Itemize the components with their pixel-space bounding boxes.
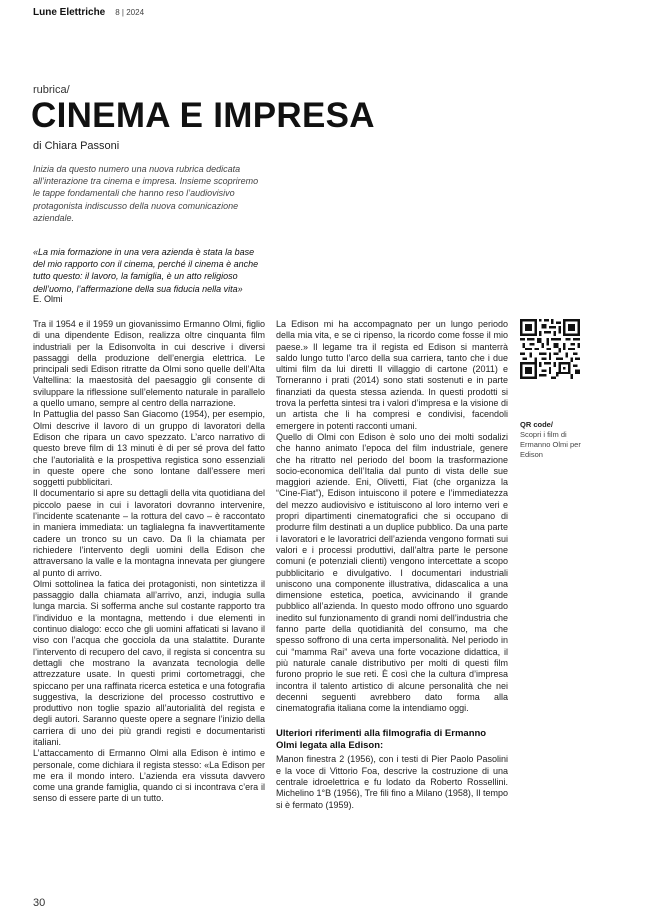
qr-caption: Scopri i film di Ermanno Olmi per Edison <box>520 430 581 459</box>
quote-author: E. Olmi <box>33 294 63 304</box>
issue-number: 8 | 2024 <box>115 8 145 17</box>
paragraph: Olmi sottolinea la fatica dei protagonisti, non sintetizza il passaggio dalla chiamata all’arrivo, anzi, indugia sulla lunga marcia. Si sofferma anche sul costante rapporto tra l’individuo e la montagna, mettendo i due elementi in continuo dialogo: ecco che gli uomini affaticati si lavano il viso con l’acqua che gocciola da una stalattite. Durante l’intervento di recupero del cavo, il regista si concentra su dettagli che mostrano la avanzata tecnologia delle attrezzature usate. In questi primi cortometraggi, che spiccano per una raffinata ricerca estetica e una fotografia suggestiva, la descrizione del processo costruttivo e produttivo non toglie spazio all’autorialità del regista e degli autori. Saranno queste opere a segnare l’inizio della carriera di uno dei più grandi registi e documentaristi italiani. <box>33 578 265 747</box>
references-paragraph: Manon finestra 2 (1956), con i testi di Pier Paolo Pasolini e la voce di Vittorio Foa, descrive la costruzione di una centrale idroelettrica e fu lodato da Roberto Rossellini. Michelino 1°B (1956), Tre fili fino a Milano (1958), Il tempo si è fermato (1959). <box>276 754 508 810</box>
article-title: CINEMA E IMPRESA <box>31 96 375 135</box>
paragraph: Il documentario si apre su dettagli della vita quotidiana del piccolo paese in cui i lavoratori dovranno intervenire, l’incidente scatenante – la rottura del cavo – è raccontato in maniera immediata: un taglialegna fa inavvertitamente cadere un tronco su un cavo. Da lì la chiamata per richiedere l’intervento degli uomini della Edison che attraversano la valle e la montagna innevata per giungere al punto di arrivo. <box>33 488 265 578</box>
intro-paragraph: Inizia da questo numero una nuova rubrica dedicata all’interazione tra cinema e impresa. Insieme scopriremo le tappe fondamentali che hanno reso l’audiovisivo protagonista indiscusso della nuova comunicazione aziendale. <box>33 164 259 223</box>
qr-code-icon[interactable] <box>520 319 580 379</box>
paragraph: In Pattuglia del passo San Giacomo (1954), per esempio, Olmi descrive il lavoro di un gruppo di lavoratori della Edison che ripara un cavo spezzato. L’arco narrativo di questo breve film di 13 minuti è di per sé prova del fatto che l’autorialità e la prospettiva registica sono essenziali in queste opere che sono lontane dall’essere meri soggetti pubblicitari. <box>33 409 265 488</box>
page-header <box>33 7 144 18</box>
paragraph: La Edison mi ha accompagnato per un lungo periodo della mia vita, e se ci ripenso, la ricordo come fosse il mio paese.» Il legame tra il regista ed Edison si manterrà saldo lungo tutto l’arco della sua carriera, tanto che i due ultimi film da lui diretti Il villaggio di cartone (2011) e Torneranno i prati (2014) sono stati sostenuti e in parte finanziati da questa stessa azienda. In questi prodotti si trova la perfetta sintesi tra i valori d’impresa e la visione di un artista che li ha compresi e condivisi, facendoli emergere in potenti racconti umani. <box>276 319 508 431</box>
page-number: 30 <box>33 897 46 909</box>
paragraph: Tra il 1954 e il 1959 un giovanissimo Ermanno Olmi, figlio di una dipendente Edison, realizza oltre cinquanta film industriali per la Edisonvolta in cui descrive i diversi passaggi della produzione dell’energia elettrica. Le principali sedi Edison ritratte da Olmi sono quelle dell’Alta Valtellina: la maestosità del paesaggio gli consente di sviluppare la riflessione sull’elemento naturale in parallelo a quello umano, sempre al centro della narrazione. <box>33 319 265 409</box>
qr-title: QR code/ <box>520 420 553 429</box>
pull-quote: «La mia formazione in una vera azienda è stata la base del mio rapporto con il cinema, perché il cinema è anche tutto questo: il lavoro, la famiglia, è un atto religioso dell’uomo, l’affermazione della sua fiducia nella vita» <box>33 247 259 294</box>
body-column-1 <box>33 319 265 805</box>
byline: di Chiara Passoni <box>33 140 120 152</box>
section-label: rubrica/ <box>33 84 70 96</box>
magazine-name: Lune Elettriche <box>33 7 106 18</box>
paragraph: Quello di Olmi con Edison è solo uno dei molti sodalizi che hanno animato l’epoca del film industriale, genere che ha ritratto nel periodo del boom la trasformazione socio-economica dell’Italia dal punto di vista delle sue maggiori aziende. Eni, Olivetti, Fiat (che organizza la “Cine-Fiat”), Edison intuiscono il potere e l’immediatezza del mezzo audiovisivo e istituiscono al loro interno veri e propri dipartimenti cinematografici che si occupano di produrre film destinati a un duplice pubblico. Da una parte i lavoratori e le lavoratrici dell’azienda vengono formati sui valori e i processi produttivi, dall’altra parte le persone comuni (e potenziali clienti) vengono intercettate a scopo pubblicitario e divulgativo. I documentari industriali uniscono una componente illustrativa, didascalica a una dimensione estetica, poetica, avvicinando il grande pubblico all’azienda. In questo modo offrono uno sguardo inedito sul funzionamento di grandi nomi dell’industria che fanno parte della quotidianità del consumo, ma che spesso soffrono di una certa impersonalità. Nel periodo in cui “mamma Rai” aveva una forte vocazione didattica, il più naturale canale distributivo per molti di questi film furono proprio le sue reti. È così che la cultura d’impresa incontra il talento artistico di alcune personalità che nei decenni seguenti avrebbero dato forma alla cinematografia italiana come la intendiamo oggi. <box>276 431 508 714</box>
paragraph: L’attaccamento di Ermanno Olmi alla Edison è intimo e personale, come dichiara il regista stesso: «La Edison per me era il mondo intero. L’azienda era vissuta davvero come una grande famiglia, quando ci si incontrava c’era il senso di essere parte di un tutto. <box>33 748 265 804</box>
body-column-2 <box>276 319 508 811</box>
references-heading: Ulteriori riferimenti alla filmografia di Ermanno Olmi legata alla Edison: <box>276 728 487 752</box>
